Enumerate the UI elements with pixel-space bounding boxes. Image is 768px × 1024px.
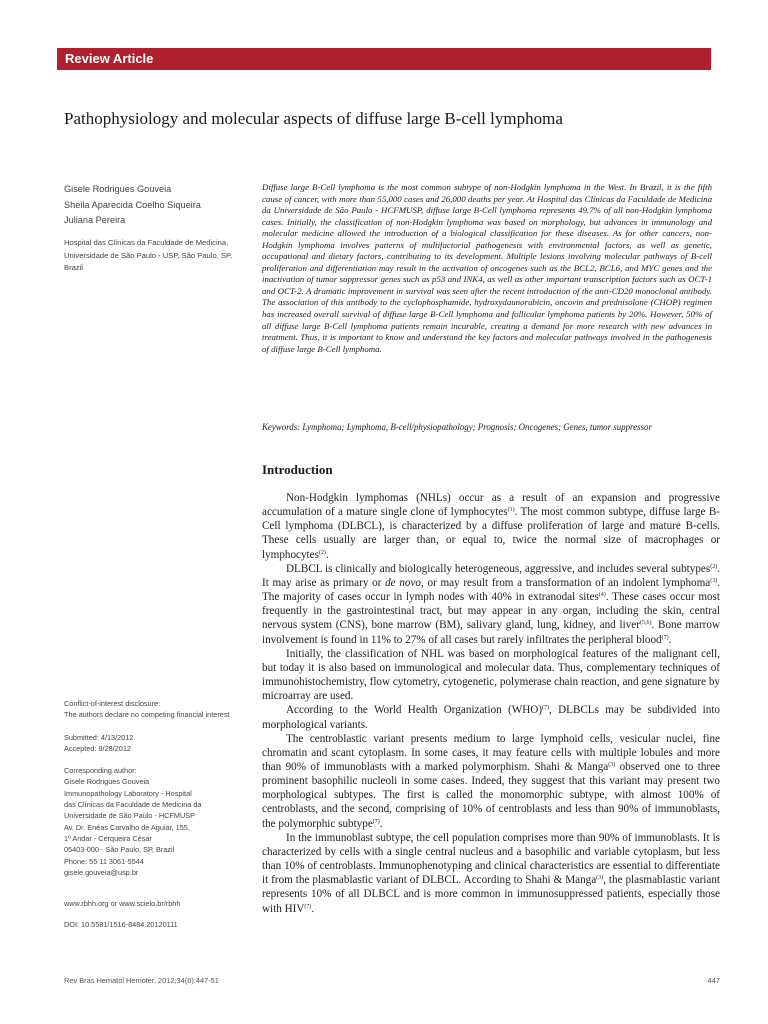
journal-website-link[interactable]: www.rbhh.org or www.scielo.br/rbhh <box>64 899 181 909</box>
corresponding-author-email[interactable]: gisele.gouveia@usp.br <box>64 867 139 877</box>
article-body <box>262 491 720 916</box>
citation-ref: (1) <box>507 507 515 514</box>
body-paragraph: Initially, the classification of NHL was based on morphological features of the malignant cell, but today it is also based on immunological and molecular data. Thus, complementary techniques of immunohistochemistry, flow cytometry, cytogenetic, polymerase chain reaction, and gene signature by microarray are used. <box>262 647 720 703</box>
corresponding-author-line: 1º Andar - Cerqueira César <box>64 833 152 843</box>
corresponding-author-line: Universidade de São Paulo - HCFMUSP <box>64 811 195 821</box>
author-name: Juliana Pereira <box>64 215 126 225</box>
author-name: Sheila Aparecida Coelho Siqueira <box>64 199 201 210</box>
submitted-date: Submitted: 4/13/2012 <box>64 732 134 742</box>
citation-ref: (5,6) <box>639 620 652 627</box>
citation-ref: (7) <box>304 903 312 910</box>
doi-link[interactable]: DOI: 10.5581/1516-8484.20120111 <box>64 920 178 930</box>
body-paragraph: According to the World Health Organization (WHO)$^{(7)}$, DLBCLs may be subdivided into morphological variants. <box>262 704 720 731</box>
conflict-disclosure-label: Conflict-of-interest disclosure: <box>64 699 161 708</box>
section-label: Review Article <box>65 51 154 66</box>
citation-ref: (2) <box>318 549 326 556</box>
corresponding-author-line: das Clínicas da Faculdade de Medicina da <box>64 800 202 810</box>
page-number: 447 <box>707 976 720 985</box>
accepted-date: Accepted: 9/28/2012 <box>64 743 131 753</box>
corresponding-author-line: Phone: 55 11 3061-5544 <box>64 856 144 866</box>
affiliation: Hospital das Clínicas da Faculdade de Medicina, Universidade de São Paulo - USP, São Paulo, SP, Brazil <box>64 238 233 273</box>
body-paragraph: The centroblastic variant presents medium to large lymphoid cells, vesicular nuclei, fine chromatin and scant cytoplasm. In some cases, it may feature cells with multiple lobules and more than 90% of immunoblasts with a marked polymorphism. Shahi & Manga$^{(3)}$ observed one to three prominent basophilic nucleoli in some cases. Indeed, they suggest that this variant may present two morphological subtypes. The first is called the monomorphic subtype, with almost 100% of centroblasts, and the second, comprising of 10% of centroblasts and less than 90% of immunoblasts, the polymorphic subtype$^{(7)}$. <box>262 732 721 830</box>
section-heading: Introduction <box>262 462 333 477</box>
corresponding-author-line: Immunopathology Laboratory - Hospital <box>64 788 192 798</box>
corresponding-author-line: Gisele Rodrigues Gouveia <box>64 777 150 787</box>
page-footer <box>64 976 720 985</box>
body-paragraph: In the immunoblast subtype, the cell population comprises more than 90% of immunoblasts. It is characterized by cells with a single central nucleus and a basophilic and variable cytoplasm, but less than 10% of centroblasts. Immunophenotyping and clinical characteristics are essential to differentiate it from the plasmablastic variant of DLBCL. According to Shahi & Manga$^{(3)}$, the plasmablastic variant represents 10% of all DLBCL and is more common in immunosuppressed patients, especially those with HIV$^{(7)}$. <box>262 831 720 915</box>
article-sidebar <box>64 698 234 931</box>
corresponding-author-label: Corresponding author: <box>64 766 137 776</box>
citation-ref: (7) <box>542 705 550 712</box>
keywords: Keywords: Lymphoma; Lymphoma, B-cell/physiopathology; Prognosis; Oncogenes; Genes, tumor suppressor <box>262 422 652 432</box>
body-paragraph: DLBCL is clinically and biologically heterogeneous, aggressive, and includes several subtypes$^{(2)}$. It may arise as primary or de novo, or may result from a transformation of an indolent lymphoma$^{(3)}$. The majority of cases occur in lymph nodes with 40% in extranodal sites$^{(4)}$. These cases occur most frequently in the gastrointestinal tract, but may appear in any organ, including the skin, central nervous system (CNS), bone marrow (BM), salivary gland, lung, kidney, and liver$^{(5,6)}$. Bone marrow involvement is found in 11% to 27% of all cases but rarely infiltrates the peripheral blood$^{(7)}$. <box>262 562 720 646</box>
section-label-band <box>57 48 711 70</box>
corresponding-author-line: Av. Dr. Enéas Carvalho de Aguiar, 155, <box>64 822 190 832</box>
citation-ref: (3) <box>710 577 718 584</box>
citation-ref: (4) <box>598 592 606 599</box>
citation-ref: (3) <box>596 875 604 882</box>
body-paragraph: Non-Hodgkin lymphomas (NHLs) occur as a result of an expansion and progressive accumulation of a mature single clone of lymphocytes$^{(1)}$. The most common subtype, diffuse large B-Cell lymphoma (DLBCL), is characterized by a diffuse proliferation of large and mature B-cells. These cells usually are larger than, or equal to, twice the normal size of macrophages or lymphocytes$^{(2)}$. <box>262 492 720 561</box>
conflict-disclosure-text: The authors declare no competing financial interest <box>64 710 230 720</box>
citation-ref: (3) <box>608 761 616 768</box>
citation-ref: (2) <box>710 563 718 570</box>
citation-ref: (7) <box>372 818 380 825</box>
author-list <box>64 182 234 229</box>
author-name: Gisele Rodrigues Gouveia <box>64 184 172 194</box>
article-title: Pathophysiology and molecular aspects of diffuse large B-cell lymphoma <box>64 109 563 128</box>
corresponding-author-line: 05403-000 - São Paulo, SP, Brazil <box>64 845 175 855</box>
journal-reference: Rev Bras Hematol Hemoter. 2012;34(6):447-51 <box>64 976 219 985</box>
citation-ref: (7) <box>661 634 669 641</box>
abstract: Diffuse large B-Cell lymphoma is the most common subtype of non-Hodgkin lymphoma in the West. In Brazil, it is the fifth cause of cancer, with more than 55,000 cases and 26,000 deaths per year. At Hospital das Clínicas da Faculdade de Medicina da Universidade de São Paulo - HCFMUSP, diffuse large B-Cell lymphoma represents 49.7% of all non-Hodgkin lymphoma cases. Initially, the classification of non-Hodgkin lymphoma was based on morphology, but advances in immunology and molecular medicine allowed the introduction of a biological classification for these diseases. As for other cancers, non-Hodgkin lymphoma involves patterns of multifactorial pathogenesis with environmental factors, as well as genetic, occupational and dietary factors, contributing to its development. Multiple lesions involving molecular pathways of B-cell proliferation and differentiation may result in the activation of oncogenes such as the BCL2, BCL6, and MYC genes and the inactivation of tumor suppressor genes such as p53 and INK4, as well as other important transcription factors such as OCT-1 and OCT-2. A dramatic improvement in survival was seen after the recent introduction of the anti-CD20 monoclonal antibody. The association of this antibody to the cyclophosphamide, hydroxydaunorubicin, oncovin and prednisolone (CHOP) regimen has increased overall survival of diffuse large B-Cell lymphoma and follicular lymphoma patients by 20%. However, 50% of all diffuse large B-Cell lymphoma patients remain incurable, creating a demand for more research with new advances in treatment. Thus, it is important to know and understand the key factors and molecular pathways involved in the pathogenesis of diffuse large B-Cell lymphoma. <box>262 182 712 354</box>
